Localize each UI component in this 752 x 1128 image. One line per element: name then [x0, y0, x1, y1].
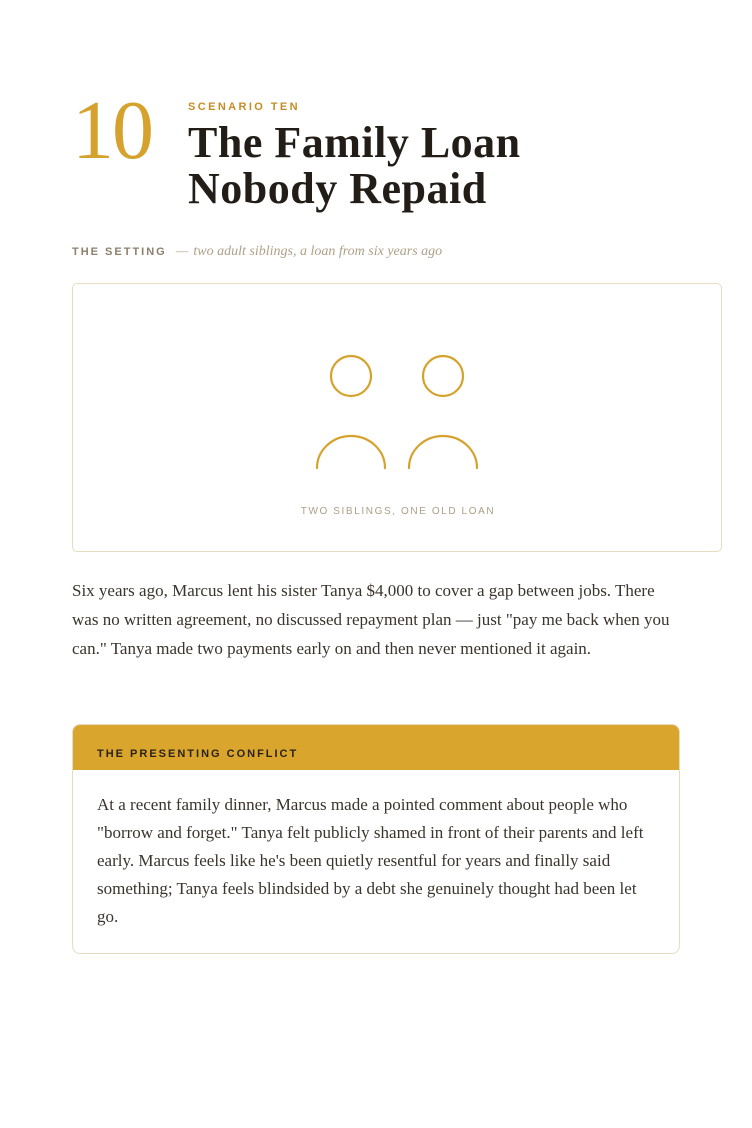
illustration-caption: TWO SIBLINGS, ONE OLD LOAN [300, 506, 496, 517]
intro-paragraph: Six years ago, Marcus lent his sister Tanya $4,000 to cover a gap between jobs. There was no written agreement, no discussed repayment plan — just "pay me back when you can." Tanya made two payments early on and then never mentioned it again. [72, 581, 670, 658]
conflict-body: At a recent family dinner, Marcus made a pointed comment about people who "borrow and forget." Tanya felt publicly shamed in front of their parents and left early. Marcus feels like he's been quietly resentful for years and finally said something; Tanya feels blindsided by a debt she genuinely thought had been let go. [97, 795, 644, 926]
setting-line [72, 240, 442, 260]
scenario-eyebrow: SCENARIO TEN [188, 101, 300, 113]
sibling-left-head [331, 356, 371, 396]
illustration-card [72, 283, 722, 552]
setting-label: THE SETTING [72, 246, 167, 258]
scenario-header [72, 86, 692, 216]
setting-description: two adult siblings, a loan from six years ago [193, 244, 443, 259]
sibling-right-head [423, 356, 463, 396]
sibling-left-body [317, 436, 385, 468]
scenario-title: The Family Loan Nobody Repaid [188, 118, 521, 213]
scenario-number: 10 [72, 84, 152, 177]
conflict-header [73, 725, 679, 770]
presenting-conflict-card [72, 724, 680, 954]
conflict-label: THE PRESENTING CONFLICT [97, 748, 299, 760]
sibling-right-body [409, 436, 477, 468]
setting-separator: — [175, 244, 189, 259]
